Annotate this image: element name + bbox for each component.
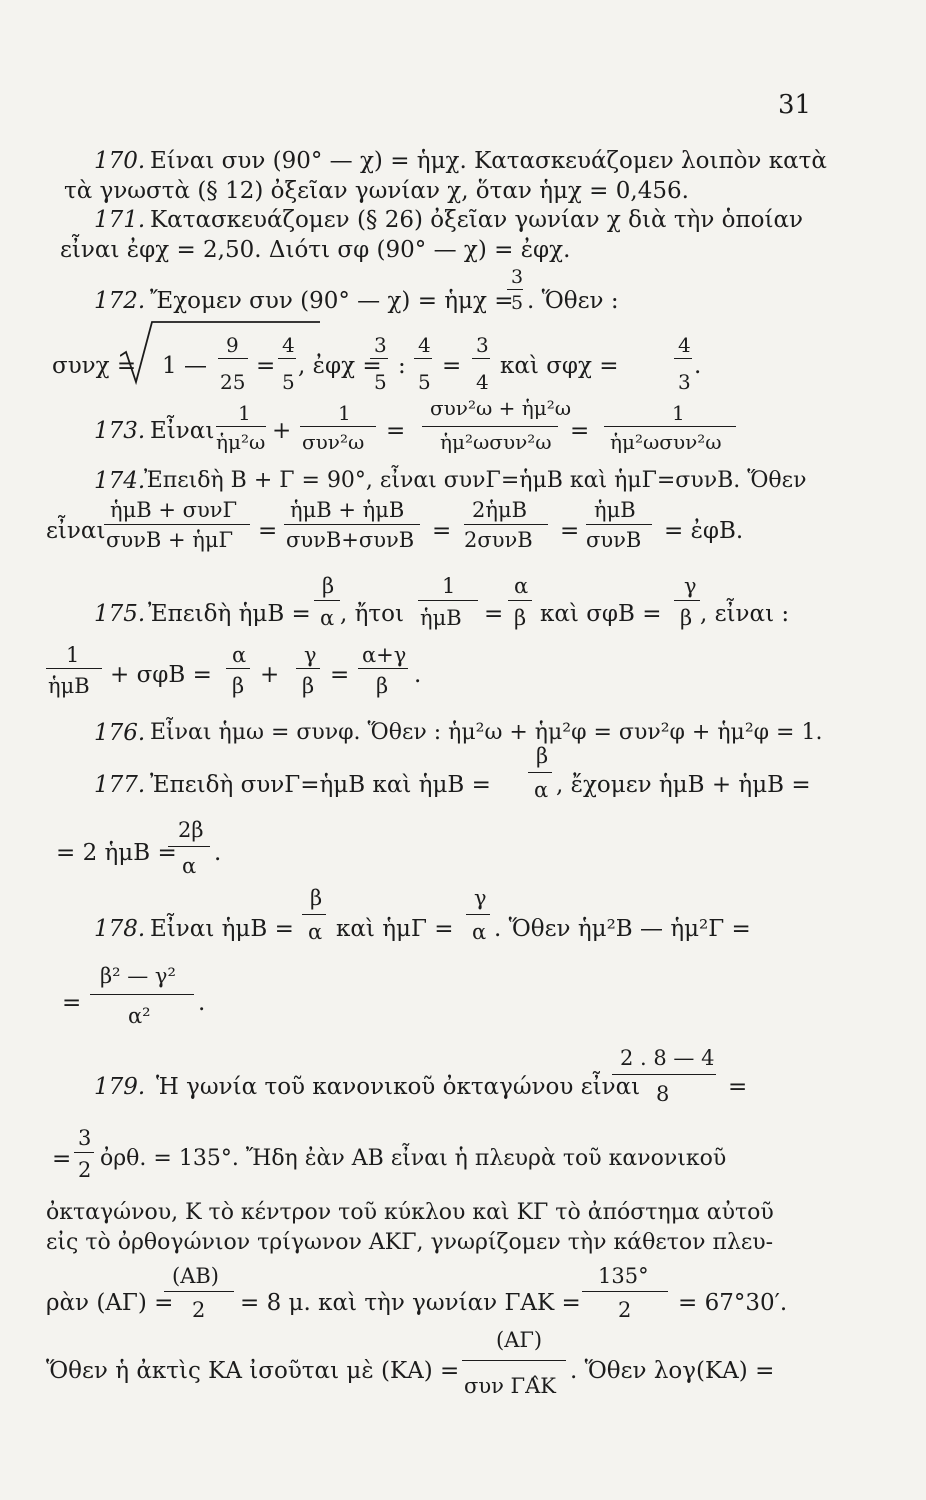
fraction-bar [507, 289, 523, 290]
fraction-denominator: 4 [476, 370, 489, 394]
formula-text: = [330, 662, 350, 688]
fraction-bar [462, 1360, 566, 1361]
formula-text: = 8 μ. καὶ τὴν γωνίαν ΓΑΚ = [240, 1290, 581, 1316]
fraction-numerator: ἡμΒ + ἡμΒ [290, 498, 405, 522]
fraction-denominator: α [182, 854, 197, 878]
fraction-numerator: συν²ω + ἡμ²ω [430, 396, 572, 420]
fraction-numerator: β [322, 574, 335, 598]
fraction-denominator: 5 [282, 370, 295, 394]
formula-text: εἶναι [46, 518, 106, 544]
fraction-numerator: 3 [78, 1126, 92, 1150]
formula-text: = [570, 418, 590, 444]
formula-text: = [728, 1074, 748, 1100]
fraction-numerator: 1 [238, 401, 251, 425]
formula-text: = [258, 518, 278, 544]
fraction-bar [358, 668, 408, 669]
formula-text: . [198, 990, 206, 1016]
fraction-denominator: α [320, 606, 335, 630]
fraction-denominator: ἡμ²ωσυν²ω [610, 430, 722, 454]
fraction-bar [74, 1152, 94, 1153]
fraction-numerator: 9 [226, 333, 239, 357]
formula-text: Ἐπειδὴ ἡμΒ = [148, 601, 311, 627]
fraction-denominator: ἡμ²ω [216, 430, 266, 454]
formula-text: . Ὅθεν ἡμ²Β — ἡμ²Γ = [494, 916, 751, 942]
fraction-numerator: 4 [282, 333, 295, 357]
fraction-bar [674, 358, 692, 359]
formula-text: = [484, 601, 504, 627]
formula-text: = [386, 418, 406, 444]
problem-number-170: 170. [94, 148, 146, 174]
fraction-bar [284, 524, 420, 525]
formula-text: , εἶναι : [700, 601, 790, 627]
formula-text: . [414, 662, 422, 688]
fraction-numerator: (ΑΓ) [496, 1328, 543, 1352]
fraction-bar [464, 524, 548, 525]
fraction-numerator: 4 [418, 333, 431, 357]
fraction-bar [104, 524, 250, 525]
fraction-denominator: 25 [220, 370, 246, 394]
fraction-denominator: ἡμΒ [48, 674, 90, 698]
problem-number-174: 174. [94, 468, 146, 494]
fraction-denominator: 2 [192, 1298, 206, 1322]
fraction-numerator: 2β [178, 818, 204, 842]
page-number: 31 [778, 90, 812, 120]
fraction-bar [612, 1074, 716, 1075]
text-line: ὀρθ. = 135°. Ἤδη ἐὰν ΑΒ εἶναι ἡ πλευρὰ τοῦ κανονικοῦ [100, 1146, 727, 1171]
fraction-bar [418, 600, 478, 601]
fraction-bar [300, 426, 376, 427]
fraction-bar [216, 426, 266, 427]
problem-number-171: 171. [94, 207, 146, 233]
fraction-bar [414, 358, 432, 359]
formula-text: = ἐφΒ. [664, 518, 744, 544]
fraction-bar [314, 600, 340, 601]
fraction-denominator: συνΒ+συνΒ [286, 528, 415, 552]
formula-text: , ἐφχ = [298, 353, 382, 379]
fraction-bar [370, 358, 388, 359]
formula-text: + σφΒ = [110, 662, 212, 688]
text-line: Κατασκευάζομεν (§ 26) ὀξεῖαν γωνίαν χ διὰ τὴν ὁποίαν [150, 207, 803, 233]
formula-text: . Ὅθεν λογ(ΚΑ) = [570, 1358, 775, 1384]
fraction-bar [422, 426, 558, 427]
fraction-bar [466, 914, 490, 915]
fraction-bar [90, 994, 194, 995]
fraction-denominator: συνΒ + ἡμΓ [106, 528, 234, 552]
fraction-bar [218, 358, 248, 359]
text-line: ὀκταγώνου, Κ τὸ κέντρον τοῦ κύκλου καὶ ΚΓ τὸ ἀπόστημα αὐτοῦ [46, 1200, 774, 1225]
fraction-denominator: α [534, 778, 549, 802]
fraction-denominator: 2 [618, 1298, 632, 1322]
problem-number-178: 178. [94, 916, 146, 942]
fraction-denominator: 3 [678, 370, 691, 394]
formula-text: Εἶναι [150, 418, 215, 444]
formula-text: Εἶναι ἡμΒ = [150, 916, 294, 942]
formula-text: 1 — [162, 353, 207, 379]
fraction-denominator: συν²ω [302, 430, 365, 454]
fraction-denominator: 8 [656, 1082, 670, 1106]
fraction-numerator: β [536, 744, 549, 768]
fraction-numerator: 1 [672, 401, 685, 425]
formula-text: Ἐπειδὴ συνΓ=ἡμΒ καὶ ἡμΒ = [150, 772, 491, 798]
formula-text: καὶ σφχ = [500, 353, 619, 379]
formula-text: = [432, 518, 452, 544]
formula-text: , ἤτοι [340, 601, 404, 627]
fraction-numerator: 1 [442, 574, 456, 598]
fraction-bar [528, 772, 552, 773]
fraction-bar [226, 668, 250, 669]
fraction-denominator: συν ΓΑ̂Κ [464, 1374, 556, 1398]
fraction-bar [582, 1291, 668, 1292]
fraction-denominator: β [232, 674, 245, 698]
fraction-numerator: γ [684, 574, 697, 598]
formula-text: , ἔχομεν ἡμΒ + ἡμΒ = [556, 772, 811, 798]
fraction-denominator: α [308, 920, 323, 944]
formula-text: συνχ = [52, 353, 137, 379]
problem-number-177: 177. [94, 772, 146, 798]
fraction-denominator: β [680, 606, 693, 630]
formula-text: = 2 ἡμΒ = [56, 840, 177, 866]
formula-text: καὶ ἡμΓ = [336, 916, 454, 942]
text-line: Εἶναι ἡμω = συνφ. Ὅθεν : ἡμ²ω + ἡμ²φ = συν²φ + ἡμ²φ = 1. [150, 720, 823, 745]
fraction-denominator: ἡμΒ [420, 606, 462, 630]
fraction-denominator: 5 [374, 370, 387, 394]
fraction-denominator: 5 [418, 370, 431, 394]
fraction-numerator: β² — γ² [100, 964, 176, 988]
text-line: Ἐπειδὴ Β + Γ = 90°, εἶναι συνΓ=ἡμΒ καὶ ἡμΓ=συνΒ. Ὅθεν [144, 468, 807, 493]
fraction-bar [278, 358, 296, 359]
fraction-denominator: 2 [78, 1158, 92, 1182]
fraction-numerator: (ΑΒ) [172, 1264, 219, 1288]
fraction-bar [674, 600, 700, 601]
fraction-denominator: β [302, 674, 315, 698]
problem-number-173: 173. [94, 418, 146, 444]
fraction-bar [604, 426, 736, 427]
fraction-denominator: 2συνΒ [464, 528, 533, 552]
problem-number-179: 179. [94, 1074, 146, 1100]
text-line: τὰ γνωστὰ (§ 12) ὀξεῖαν γωνίαν χ, ὅταν ἡμχ = 0,456. [64, 178, 689, 204]
fraction-numerator: 1 [66, 643, 80, 667]
fraction-numerator: β [310, 886, 323, 910]
formula-text: = 67°30′. [678, 1290, 788, 1316]
formula-text: + [260, 662, 280, 688]
fraction-denominator: α² [128, 1004, 151, 1028]
fraction-bar [296, 668, 320, 669]
formula-text: καὶ σφΒ = [540, 601, 662, 627]
fraction-denominator: α [472, 920, 487, 944]
fraction-numerator: α [232, 643, 247, 667]
fraction-numerator: 4 [678, 333, 691, 357]
fraction-numerator: α+γ [362, 643, 407, 667]
fraction-bar [586, 524, 652, 525]
problem-number-172: 172. [94, 288, 146, 314]
fraction-numerator: 3 [511, 266, 524, 288]
fraction-denominator: β [514, 606, 527, 630]
formula-text: = [560, 518, 580, 544]
fraction-numerator: γ [304, 643, 317, 667]
formula-text: Ὅθεν ἡ ἀκτὶς ΚΑ ἰσοῦται μὲ (ΚΑ) = [46, 1358, 460, 1384]
fraction-denominator: 5 [511, 292, 524, 314]
text-line: Είναι συν (90° — χ) = ἡμχ. Κατασκευάζομεν λοιπὸν κατὰ [150, 148, 827, 174]
fraction-numerator: 135° [598, 1264, 649, 1288]
fraction-bar [302, 914, 326, 915]
formula-text: . [214, 840, 222, 866]
formula-text: = [62, 990, 82, 1016]
fraction-numerator: ἡμΒ + συνΓ [110, 498, 238, 522]
fraction-numerator: 2 . 8 — 4 [620, 1046, 715, 1070]
fraction-bar [472, 358, 490, 359]
formula-text: Ἡ γωνία τοῦ κανονικοῦ ὀκταγώνου εἶναι [156, 1074, 641, 1100]
fraction-numerator: 3 [374, 333, 387, 357]
formula-text: = [256, 353, 276, 379]
fraction-numerator: 3 [476, 333, 489, 357]
formula-text: : [398, 353, 406, 379]
fraction-denominator: συνΒ [586, 528, 642, 552]
fraction-bar [168, 846, 210, 847]
fraction-bar [164, 1291, 234, 1292]
formula-text: ρὰν (ΑΓ) = [46, 1290, 174, 1316]
fraction-bar [508, 600, 532, 601]
formula-text: . [694, 353, 702, 379]
formula-text: = [52, 1146, 72, 1172]
fraction-bar [46, 668, 102, 669]
text-line: εἶναι ἐφχ = 2,50. Διότι σφ (90° — χ) = ἐφχ. [60, 237, 571, 263]
fraction-numerator: 2ἡμΒ [472, 498, 528, 522]
fraction-denominator: β [376, 674, 389, 698]
problem-number-176: 176. [94, 720, 146, 746]
problem-number-175: 175. [94, 601, 146, 627]
fraction-numerator: ἡμΒ [594, 498, 636, 522]
fraction-numerator: 1 [338, 401, 351, 425]
fraction-denominator: ἡμ²ωσυν²ω [440, 430, 552, 454]
text-line: εἰς τὸ ὀρθογώνιον τρίγωνον ΑΚΓ, γνωρίζομεν τὴν κάθετον πλευ- [46, 1230, 774, 1255]
formula-text: + [272, 418, 292, 444]
fraction-numerator: α [514, 574, 529, 598]
text-line: Ἔχομεν συν (90° — χ) = ἡμχ = [150, 288, 514, 314]
formula-text: = [442, 353, 462, 379]
fraction-numerator: γ [474, 886, 487, 910]
text-line: . Ὅθεν : [527, 288, 619, 314]
